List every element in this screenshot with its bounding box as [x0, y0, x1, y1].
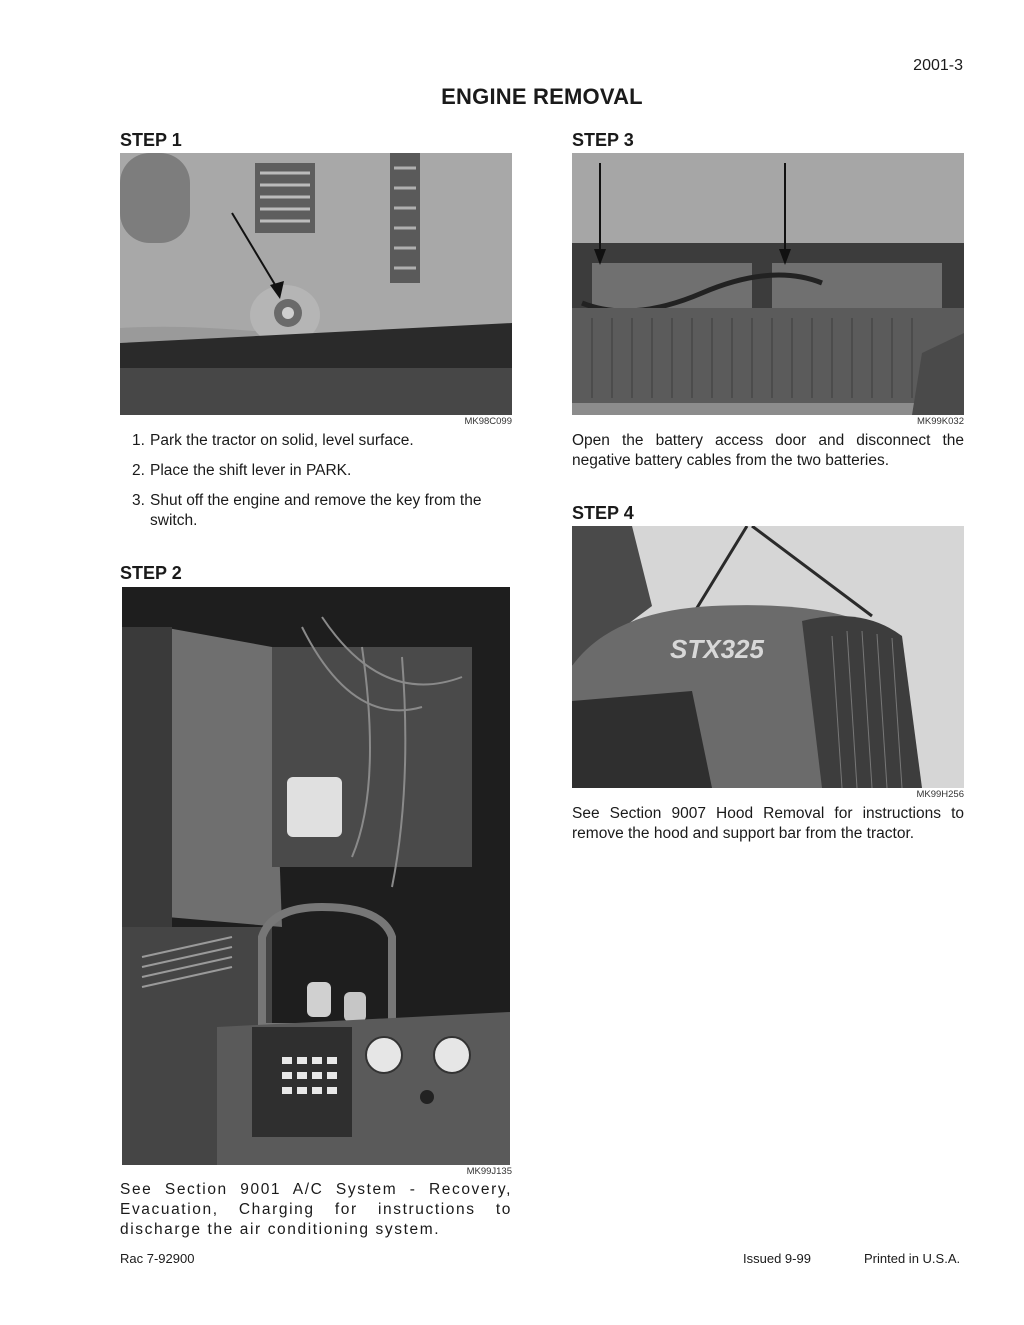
step4-photo-label: STX325: [670, 634, 764, 664]
step3-photo-batteries: [572, 153, 964, 415]
step2-heading: STEP 2: [120, 563, 182, 583]
step1-photo-dashboard-key-switch: [120, 153, 512, 415]
step4-photo-hood-lift: [572, 526, 964, 788]
list-item: [120, 491, 512, 531]
step2-photo-engine-ac-station: [122, 587, 510, 1165]
step1-photo-code: MK98C099: [464, 416, 512, 427]
step1-instructions: [120, 431, 512, 541]
list-item-text: Place the shift lever in PARK.: [150, 462, 352, 479]
page-title: ENGINE REMOVAL: [441, 84, 643, 109]
list-item-number: 2.: [132, 462, 145, 479]
list-item: [120, 431, 512, 451]
list-item-text: Park the tractor on solid, level surface.: [150, 432, 414, 449]
list-item: [120, 461, 512, 481]
list-item-text: Shut off the engine and remove the key from the switch.: [150, 492, 482, 529]
page-number: 2001-3: [913, 57, 963, 74]
list-item-number: 3.: [132, 492, 145, 509]
step4-heading: STEP 4: [572, 503, 634, 523]
step3-text: Open the battery access door and disconnect the negative battery cables from the two batteries.: [572, 432, 964, 469]
footer-printed: Printed in U.S.A.: [864, 1251, 961, 1266]
step4-text: See Section 9007 Hood Removal for instructions to remove the hood and support bar from the tractor.: [572, 805, 964, 842]
step2-text: See Section 9001 A/C System - Recovery, Evacuation, Charging for instructions to discharge the air conditioning system.: [120, 1181, 512, 1238]
step3-heading: STEP 3: [572, 130, 634, 150]
footer-issued: Issued 9-99: [743, 1251, 811, 1266]
footer-doc-number: Rac 7-92900: [120, 1251, 195, 1266]
list-item-number: 1.: [132, 432, 145, 449]
step4-photo-code: MK99H256: [916, 789, 964, 800]
step2-photo-code: MK99J135: [466, 1166, 512, 1177]
step3-photo-code: MK99K032: [916, 416, 964, 427]
step1-heading: STEP 1: [120, 130, 182, 150]
